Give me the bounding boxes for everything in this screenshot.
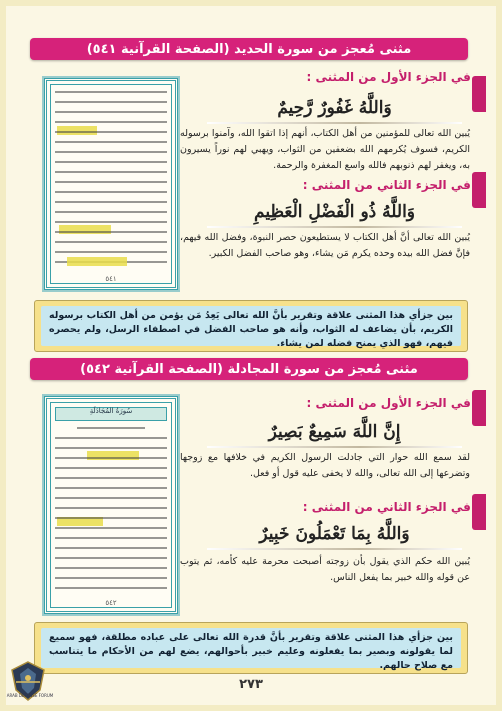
section2-part1-label: - في الجزء الأول من المثنى :: [306, 396, 480, 410]
page-number: ٢٧٣: [239, 677, 263, 692]
section1-summary-box: [34, 300, 468, 352]
section1-part2-text: يُبين الله تعالى أنَّ أهل الكتاب لا يستطيعون حصر النبوة، وفضل الله فيهم، فإنَّ فضل الله بيده وحده يكرم مَن يشاء، وهو صاحب الفضل الكبير.: [180, 232, 470, 259]
section1-part2-verse: وَاللَّهُ ذُو الْفَضْلِ الْعَظِيمِ: [254, 202, 416, 222]
verse-divider: [207, 226, 462, 228]
mushaf-page-image-2: [44, 396, 178, 614]
verse-divider: [207, 548, 462, 550]
section1-part1-label: - في الجزء الأول من المثنى :: [306, 70, 480, 84]
verse-divider: [207, 446, 462, 448]
logo-text: ARAB DEFENSE FORUM: [6, 693, 54, 698]
section2-part2-text: يُبين الله حكم الذي يقول بأن زوجته أصبحت محرمة عليه كأمه، ثم يتوب عن قوله والله خبير بما يفعل الناس.: [180, 556, 470, 583]
section2-part2-verse: وَاللَّهُ بِمَا تَعْمَلُونَ خَبِيرٌ: [259, 524, 410, 544]
section1-part1-text: يُبين الله تعالى للمؤمنين من أهل الكتاب، أنهم إذا اتقوا الله، وآمنوا برسوله الكريم، فسوف يُكرمهم الله بضعفين من الثواب، ويهبي لهم نوراً يسيرون به، ويغفر لهم ذنوبهم فالله واسع المغفرة والرحمة.: [180, 128, 470, 171]
mushaf-page-image-1: [44, 78, 178, 290]
section2-part1-text: لقد سمع الله حوار التي جادلت الرسول الكريم في خلافها مع زوجها وتضرعها إلى الله تعالى، والله لا يخفى عليه قول أو فعل.: [180, 452, 470, 479]
section1-header: مثنى مُعجز من سورة الحديد (الصفحة القرآنية ٥٤١): [30, 38, 468, 60]
mushaf-page-number: ٥٤٢: [105, 599, 117, 607]
verse-divider: [207, 122, 462, 124]
section2-summary: بين جزأي هذا المثنى علاقة وتقرير بأنَّ قدرة الله تعالى على عباده مطلقة، فهو سميع لما يقولونه وبصير بما يفعلونه وعليم خبير بأحوالهم، يضع لهم من الأحكام ما يتناسب مع صلاح حالهم.: [41, 628, 461, 668]
mushaf-page-number: ٥٤١: [105, 275, 117, 283]
section1-part2-label: - في الجزء الثاني من المثنى :: [302, 178, 480, 192]
section1-summary: بين جزأي هذا المثنى علاقة وتقرير بأنَّ الله تعالى يَعِدُ مَن يؤمن من أهل الكتاب برسوله الكريم، بأن يضاعف له الثواب، وأنه هو صاحب الفضل في اصطفاء الرسل، ولم يحصره فيهم، فهو الذي يمنح فضله لمن يشاء.: [41, 306, 461, 346]
section2-header: مثنى مُعجز من سورة المجادلة (الصفحة القرآنية ٥٤٢): [30, 358, 468, 380]
mushaf-surah-title: سُورَةُ المُجَادَلَةِ: [89, 407, 133, 415]
section2-part1-verse: إِنَّ اللَّهَ سَمِيعٌ بَصِيرٌ: [268, 422, 401, 442]
section2-part2-label: - في الجزء الثاني من المثنى :: [302, 500, 480, 514]
section1-part1-verse: وَاللَّهُ غَفُورٌ رَّحِيمٌ: [277, 98, 392, 118]
section2-summary-box: [34, 622, 468, 674]
